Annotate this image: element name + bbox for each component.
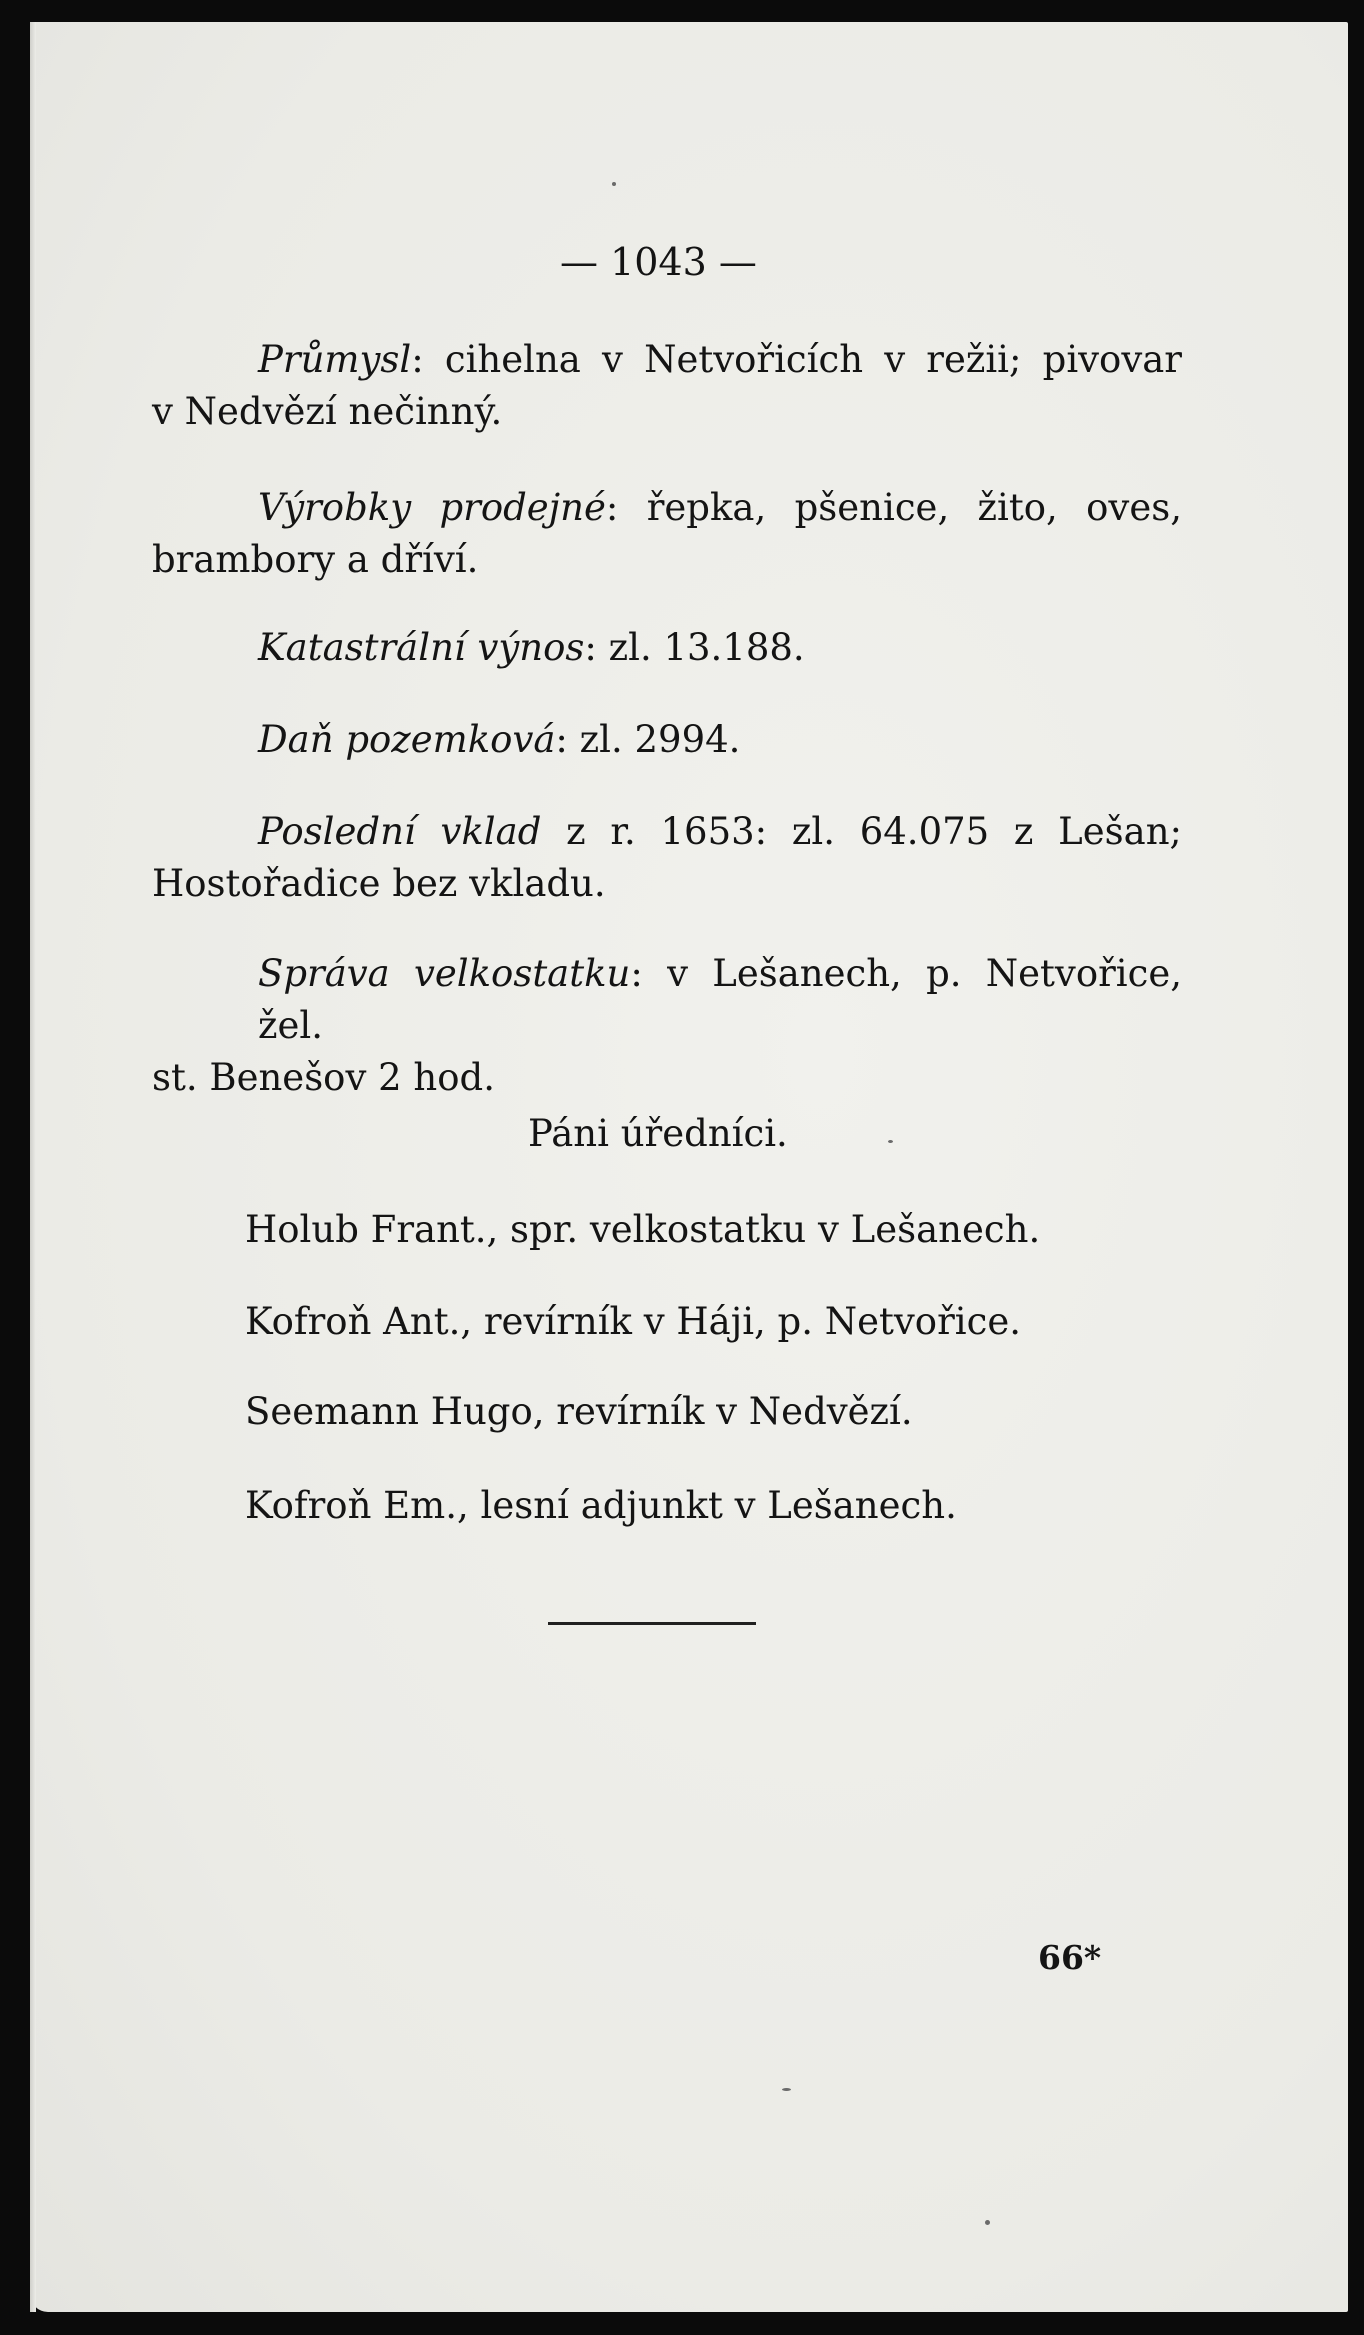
signature-mark: 66* xyxy=(1038,1938,1102,1977)
entry-text: : řepka, pšenice, žito, oves, xyxy=(605,486,1182,529)
entry-continuation: st. Benešov 2 hod. xyxy=(152,1056,495,1099)
paper-speck xyxy=(985,2220,990,2225)
entry-label: Správa velkostatku xyxy=(258,952,631,995)
entry-prumysl xyxy=(152,334,1182,438)
entry-label: Poslední vklad xyxy=(258,810,542,853)
entry-posledni-vklad xyxy=(152,806,1182,910)
entry-text: : zl. 13.188. xyxy=(584,626,805,669)
entry-text: : cihelna v Netvořicích v režii; pivovar xyxy=(411,338,1182,381)
entry-label: Daň pozemková xyxy=(258,718,556,761)
entry-katastralni-vynos xyxy=(258,622,805,674)
official-item: Kofroň Em., lesní adjunkt v Lešanech. xyxy=(245,1484,957,1527)
entry-vyrobky xyxy=(152,482,1182,586)
entry-text: : zl. 2994. xyxy=(555,718,741,761)
entry-continuation: brambory a dříví. xyxy=(152,538,479,581)
official-item: Holub Frant., spr. velkostatku v Lešanech. xyxy=(245,1208,1041,1251)
entry-label: Katastrální výnos xyxy=(258,626,585,669)
page-number: — 1043 — xyxy=(560,240,757,284)
page-edge-shadow xyxy=(30,22,36,2312)
entry-text: z r. 1653: zl. 64.075 z Lešan; xyxy=(541,810,1182,853)
paper-speck xyxy=(612,182,616,186)
official-item: Seemann Hugo, revírník v Nedvězí. xyxy=(245,1390,913,1433)
entry-text: : v Lešanech, p. Netvořice, žel. xyxy=(258,952,1182,1047)
closing-rule xyxy=(548,1622,756,1625)
entry-label: Průmysl xyxy=(258,338,412,381)
entry-label: Výrobky prodejné xyxy=(258,486,606,529)
paper-speck xyxy=(782,2088,791,2091)
entry-dan-pozemkova xyxy=(258,714,740,766)
official-item: Kofroň Ant., revírník v Háji, p. Netvořice. xyxy=(245,1300,1021,1343)
entry-continuation: v Nedvězí nečinný. xyxy=(152,390,503,433)
entry-continuation: Hostořadice bez vkladu. xyxy=(152,862,606,905)
section-title: Páni úředníci. xyxy=(528,1112,788,1155)
paper-speck xyxy=(888,1140,893,1143)
entry-sprava-velkostatku xyxy=(152,948,1182,1104)
